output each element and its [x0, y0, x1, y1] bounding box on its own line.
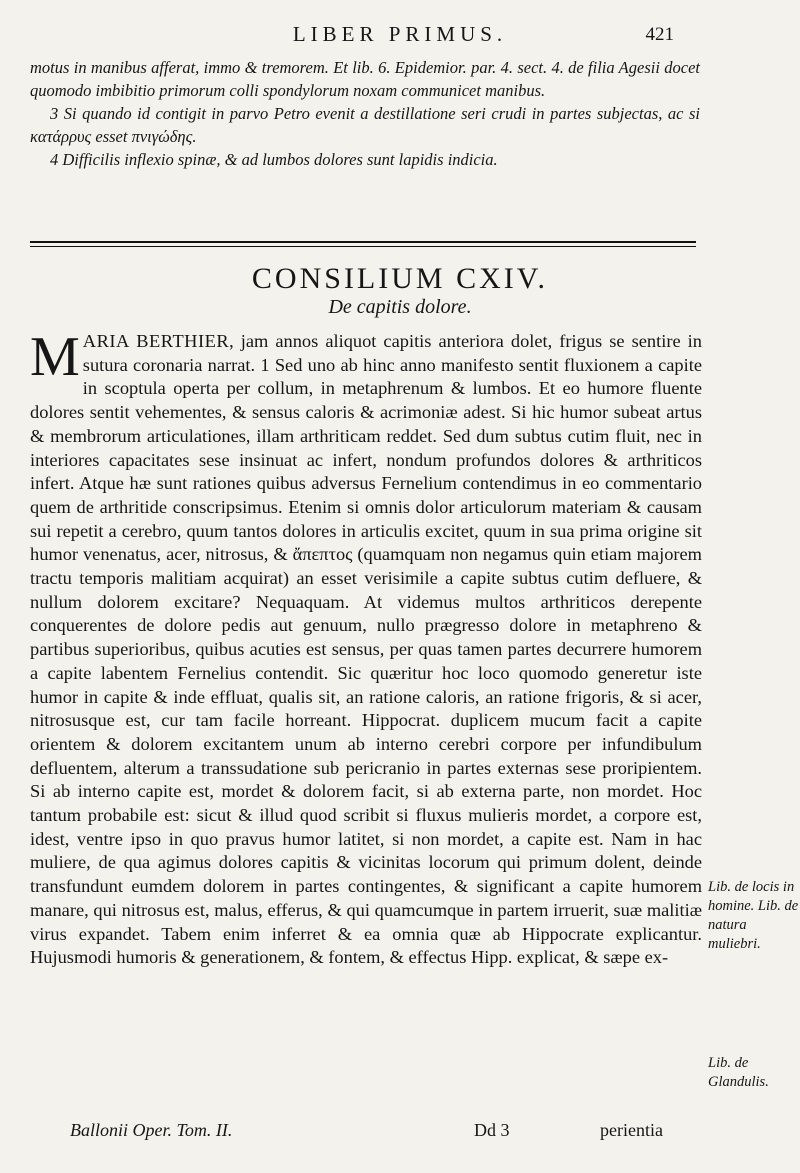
- note-3: 3 Si quando id contigit in parvo Petro evenit a destillatione seri crudi in partes subjectas, ac si κατάρρυς esset πνιγώδης.: [30, 104, 700, 146]
- main-text: [30, 326, 702, 970]
- section-divider: [30, 241, 696, 247]
- page-header: [0, 22, 800, 52]
- margin-note-1: Lib. de locis in homine. Lib. de natura muliebri.: [708, 879, 799, 952]
- note-4: 4 Difficilis inflexio spinæ, & ad lumbos dolores sunt lapidis indicia.: [50, 150, 498, 169]
- signature-mark: Dd 3: [474, 1120, 510, 1140]
- running-title: LIBER PRIMUS.: [292, 22, 508, 46]
- footnotes-block: [30, 56, 700, 171]
- section-subtitle: De capitis dolore.: [328, 296, 472, 318]
- catchword: perientia: [600, 1120, 663, 1140]
- signature-left: Ballonii Oper. Tom. II.: [70, 1120, 233, 1140]
- section-title: CONSILIUM CXIV.: [251, 262, 549, 295]
- page-footer: [0, 1120, 800, 1150]
- page-number: 421: [645, 24, 674, 45]
- note-2: motus in manibus afferat, immo & tremorem. Et lib. 6. Epidemior. par. 4. sect. 4. de filia Agesii docet quomodo imbibitio primorum colli spondylorum noxam communicet manibus.: [30, 58, 700, 100]
- body-paragraph: , jam annos aliquot capitis anteriora dolet, frigus se sentire in sutura coronaria narrat. 1 Sed uno ab hinc anno manifesto sentit fluxionem a capite in scoptula operta per collum, in metaphrenum & lumbos. Et eo humore fluente dolores sentit vehementes, & sensus caloris & acrimoniæ adest. Si hic humor subeat artus & membrorum articulationes, illam arthriticam reddet. Sed dum subtus cutim fluit, nec in interiores capacitates sese insinuat ac infert, nondum profundos dolores & arthriticos infert. Atque hæ sunt rationes quibus adversus Fernelium contendimus in eo commentario quem de arthritide conscripsimus. Etenim si omnis dolor articulorum materiam & causam sui repetit a cerebro, quum tantos dolores in articulis excitet, quum in sua prima origine sit humor venenatus, acer, nitrosus, & ἄπεπτος (quamquam non negamus quin etiam majorem tractu temporis malitiam acquirat) an esset verisimile a capite subtus cutim defluere, & nullum dolorem excitare? Nequaquam. At videmus multos arthriticos derepente conquerentes de dolore pedis aut genuum, nullo prægresso dolore in metaphreno & partibus superioribus, quibus acuties est sensus, per quas tamen partes decurrere humorem a capite labentem Fernelius contendit. Sic quæritur hoc loco quomodo generetur iste humor in capite & inde effluat, qualis sit, an ratione caloris, an ratione frigoris, & si acer, nitrosusque est, cur tam facile horreant. Hippocrat. duplicem mucum facit a capite orientem & dolorem excitantem unum ab interno cerebri corpore per infundibulum defluentem, alterum a transsudatione sub pericranio in partes externas sese proripientem. Si ab interno capite est, mordet & dolorem facit, si ab externa parte, non mordet. Hoc tantum probabile est: sicut & illud quod scribit si fluxus mulieris mordet, a corpore est, idest, ventre ipso in quo pravus humor latitet, si non mordet, a capite est. Nam in hac muliere, de qua agimus dolores capitis & vicinitas locorum qui primum dolent, deinde transfundunt eumdem dolorem in partes contingentes, & significant a capite humorem manare, qui nitrosus est, malus, efferus, & qui quamcumque in partem irruerit, suæ malitiæ virus expandet. Tabem enim inferret & ea omnia quæ ab Hippocrate explicantur. Hujusmodi humoris & generationem, & fontem, & effectus Hipp. explicat, & sæpe ex-: [30, 331, 702, 968]
- drop-cap: M: [30, 326, 80, 388]
- margin-note-2: Lib. de Glandulis.: [708, 1055, 769, 1090]
- lead-capitals: ARIA BERTHIER: [82, 331, 230, 351]
